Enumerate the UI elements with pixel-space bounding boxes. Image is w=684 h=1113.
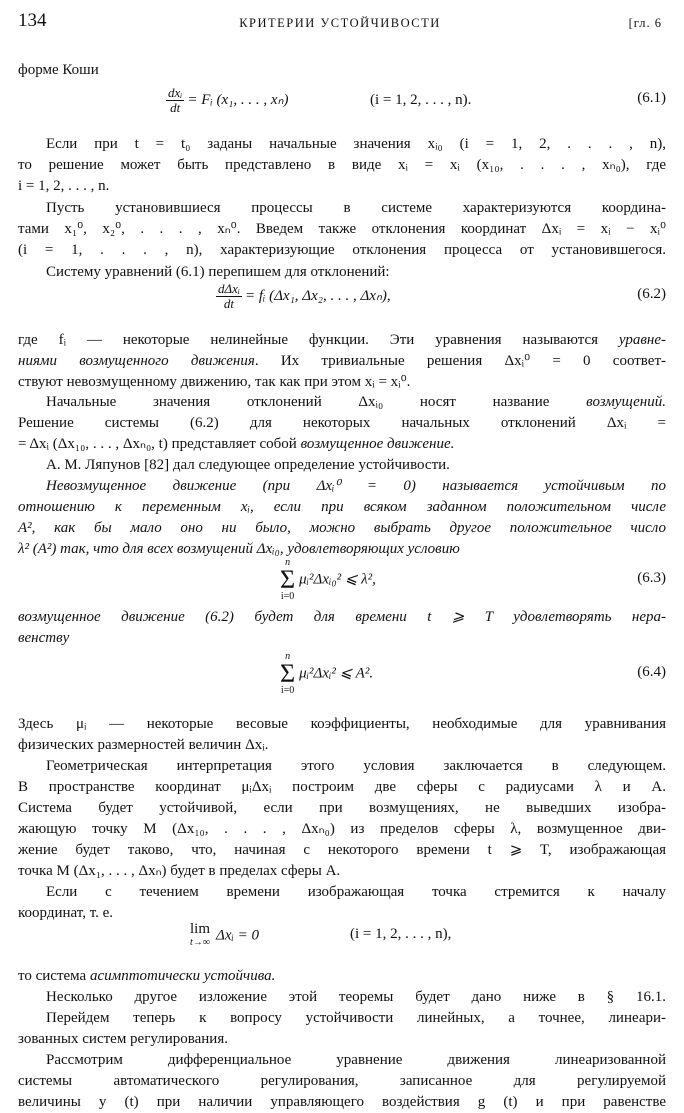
page-number: 134 [18, 10, 47, 31]
text-line: Несколько другое изложение этой теоремы будет дано ниже в § 16.1. [46, 989, 666, 1005]
text-line: Пусть установившиеся процессы в системе характеризуются координа- [46, 200, 666, 216]
running-header [18, 10, 662, 36]
text-line: В пространстве координат μᵢΔxᵢ построим две сферы с радиусами λ и A. [18, 779, 666, 795]
text-line: А. М. Ляпунов [82] дал следующее определение устойчивости. [46, 457, 450, 473]
equation-body: Δxᵢ = 0 [216, 927, 259, 944]
equation-number: (6.4) [637, 664, 666, 680]
text-line: i = 1, 2, . . . , n. [18, 178, 110, 194]
text-line: Рассмотрим дифференциальное уравнение движения линеаризованной [46, 1052, 666, 1068]
equation-6-2 [18, 282, 666, 310]
equation-rhs: = fᵢ (Δx₁, Δx₂, . . . , Δxₙ), [244, 287, 391, 304]
text-line: λ² (A²) так, что для всех возмущений Δxᵢ₀, удовлетворяющих условию [18, 541, 460, 557]
equation-condition: (i = 1, 2, . . . , n), [350, 926, 452, 942]
text-line: тами x₁⁰, x₂⁰, . . . , xₙ⁰. Введем также отклонения координат Δxᵢ = xᵢ − xᵢ⁰ [18, 221, 666, 237]
limit-operator: lim t→∞ [190, 921, 211, 948]
equation-number: (6.1) [637, 90, 666, 106]
equation-6-1 [18, 86, 666, 114]
chapter-ref: [гл. 6 [628, 16, 662, 30]
equation-number: (6.2) [637, 286, 666, 302]
summation: n Σ i=0 [280, 557, 296, 602]
text-line: венству [18, 630, 70, 646]
text-line: Решение системы (6.2) для некоторых начальных отклонений Δxᵢ = [18, 415, 666, 431]
equation-rhs: = Fᵢ (x₁, . . . , xₙ) [187, 91, 289, 108]
text-line: форме Коши [18, 62, 99, 78]
equation-number: (6.3) [637, 570, 666, 586]
text-line: (i = 1, . . . , n), характеризующие отклонения процесса от установившегося. [18, 242, 666, 258]
equation-6-3 [18, 558, 666, 602]
text-line: Если с течением времени изображающая точка стремится к началу [46, 884, 666, 900]
text-line: Невозмущенное движение (при Δxᵢ⁰ = 0) называется устойчивым по [46, 478, 666, 494]
text-line: жающую точку M (Δx₁₀, . . . , Δxₙ₀) из пределов сферы λ, возмущенное дви- [18, 821, 666, 837]
equation-limit [18, 922, 666, 956]
equation-body: μᵢ²Δxᵢ² ⩽ A². [299, 665, 374, 682]
fraction: $\frac{\text{dΔxᵢ}}{dt}$ [218, 281, 240, 311]
text-line: Начальные значения отклонений Δxᵢ₀ носят название возмущений. [46, 394, 666, 410]
text-line: Геометрическая интерпретация этого условия заключается в следующем. [46, 758, 666, 774]
equation-body: μᵢ²Δxᵢ₀² ⩽ λ², [299, 571, 376, 588]
text-line: Перейдем теперь к вопросу устойчивости линейных, а точнее, линеари- [46, 1010, 666, 1026]
text-line: то система асимптотически устойчива. [18, 968, 276, 984]
text-line: = Δxᵢ (Δx₁₀, . . . , Δxₙ₀, t) представляет собой возмущенное движение. [18, 436, 455, 452]
text-line: отношению к переменным xᵢ, если при всяком заданном положительном числе [18, 499, 666, 515]
text-line: где fᵢ — некоторые нелинейные функции. Эти уравнения называются уравне- [18, 332, 666, 348]
text-line: координат, т. е. [18, 905, 114, 921]
equation-6-4 [18, 652, 666, 696]
text-line: точка M (Δx₁, . . . , Δxₙ) будет в пределах сферы A. [18, 863, 341, 879]
text-line: то решение может быть представлено в виде xᵢ = xᵢ (x₁₀, . . . , xₙ₀), где [18, 157, 666, 173]
text-line: Система будет устойчивой, если при возмущениях, не выведших изобра- [18, 800, 666, 816]
text-line: A², как бы мало оно ни было, можно выбрать другое положительное число [18, 520, 666, 536]
equation-condition: (i = 1, 2, . . . , n). [370, 92, 472, 108]
text-line: Если при t = t₀ заданы начальные значения xᵢ₀ (i = 1, 2, . . . , n), [46, 136, 666, 152]
text-line: величины y (t) при наличии управляющего воздействия g (t) и при равенстве [18, 1094, 666, 1110]
summation: n Σ i=0 [280, 651, 296, 696]
text-line: системы автоматического регулирования, записанное для регулируемой [18, 1073, 666, 1089]
text-line: зованных систем регулирования. [18, 1031, 228, 1047]
text-line: жение будет таково, что, начиная с некоторого времени t ⩾ T, изображающая [18, 842, 666, 858]
text-line: возмущенное движение (6.2) будет для времени t ⩾ T удовлетворять нера- [18, 609, 666, 625]
text-line: ниями возмущенного движения. Их тривиальные решения Δxᵢ⁰ = 0 соответ- [18, 353, 667, 369]
text-line: Систему уравнений (6.1) перепишем для отклонений: [46, 264, 390, 280]
text-line: физических размерностей величин Δxᵢ. [18, 737, 269, 753]
text-line: ствуют невозмущенному движению, так как при этом xᵢ = xᵢ⁰. [18, 374, 411, 390]
text-line: Здесь μᵢ — некоторые весовые коэффициенты, необходимые для уравнивания [18, 716, 666, 732]
fraction: $\frac{\text{dxᵢ}}{dt}$ [168, 85, 183, 115]
running-title: КРИТЕРИИ УСТОЙЧИВОСТИ [239, 16, 441, 30]
